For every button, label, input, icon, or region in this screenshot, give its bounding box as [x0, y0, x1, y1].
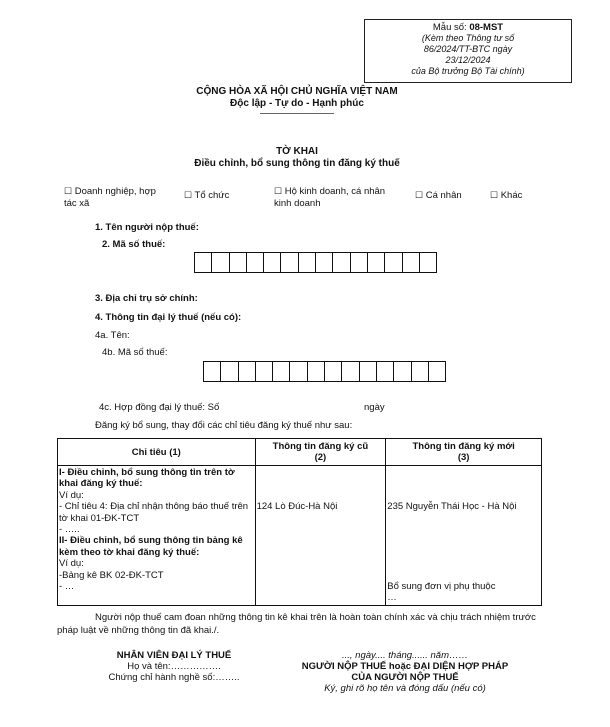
- agent-cert-line: Chứng chỉ hành nghề số:……..: [108, 672, 240, 683]
- tax-code-digit[interactable]: [315, 252, 333, 273]
- section1-example-label: Ví dụ:: [59, 489, 84, 501]
- tax-code-digit[interactable]: [246, 252, 264, 273]
- form-title: TỜ KHAI: [276, 146, 318, 157]
- form-ref-line1: (Kèm theo Thông tư số: [421, 33, 515, 43]
- table-row: [58, 466, 542, 606]
- header-divider: [260, 113, 334, 114]
- section1-dots: - …..: [59, 524, 80, 536]
- checkbox-enterprise[interactable]: ☐ Doanh nghiệp, hợp tác xã: [64, 186, 156, 209]
- form-ref-line3: 23/12/2024: [445, 55, 491, 65]
- agent-tax-code-digit[interactable]: [393, 361, 411, 382]
- field-agent-contract-date-label: ngày: [364, 402, 385, 413]
- agent-tax-code-digit[interactable]: [376, 361, 394, 382]
- form-number-box: [364, 19, 572, 83]
- taxpayer-signature-block: [290, 650, 520, 694]
- section2-item: -Bảng kê BK 02-ĐK-TCT: [59, 569, 164, 581]
- agent-tax-code-digit[interactable]: [272, 361, 290, 382]
- tax-code-digit[interactable]: [298, 252, 316, 273]
- agent-tax-code-digit[interactable]: [411, 361, 429, 382]
- tax-code-boxes[interactable]: [195, 252, 437, 273]
- new-info-cell: [386, 466, 542, 606]
- checkbox-icon[interactable]: ☐: [184, 190, 193, 200]
- commitment-text: Người nộp thuế cam đoan những thông tin kê khai trên là hoàn toàn chính xác và chịu trách nhiệm trước pháp luật về những thông tin đã khai./.: [57, 612, 536, 636]
- checkbox-other[interactable]: ☐ Khác: [490, 190, 523, 201]
- agent-tax-code-digit[interactable]: [307, 361, 325, 382]
- tax-code-digit[interactable]: [194, 252, 212, 273]
- tax-code-digit[interactable]: [211, 252, 229, 273]
- table-header-row: [58, 439, 542, 466]
- national-motto: Độc lập - Tự do - Hạnh phúc: [230, 98, 364, 109]
- tax-code-digit[interactable]: [419, 252, 437, 273]
- agent-signature-block: [86, 650, 262, 683]
- taxpayer-title-line2: CỦA NGƯỜI NỘP THUẾ: [351, 672, 459, 683]
- taxpayer-note: Ký, ghi rõ họ tên và đóng dấu (nếu có): [324, 683, 486, 694]
- field-tax-code-label: 2. Mã số thuế:: [102, 239, 166, 250]
- checkbox-household[interactable]: ☐ Hộ kinh doanh, cá nhân kinh doanh: [274, 186, 386, 209]
- agent-tax-code-digit[interactable]: [341, 361, 359, 382]
- tax-code-digit[interactable]: [384, 252, 402, 273]
- tax-code-digit[interactable]: [367, 252, 385, 273]
- field-agent-name-label: 4a. Tên:: [95, 330, 130, 341]
- field-agent-contract-label: 4c. Hợp đồng đại lý thuế: Số: [99, 402, 220, 413]
- agent-tax-code-digit[interactable]: [359, 361, 377, 382]
- checkbox-organization[interactable]: ☐ Tổ chức: [184, 190, 230, 201]
- section2-dots: - …: [59, 581, 75, 593]
- tax-code-digit[interactable]: [263, 252, 281, 273]
- field-head-office-label: 3. Địa chỉ trụ sở chính:: [95, 293, 198, 304]
- agent-tax-code-boxes[interactable]: [204, 361, 446, 382]
- tax-code-digit[interactable]: [402, 252, 420, 273]
- agent-title: NHÂN VIÊN ĐẠI LÝ THUẾ: [116, 650, 232, 661]
- field-tax-agent-label: 4. Thông tin đại lý thuế (nếu có):: [95, 312, 242, 323]
- section1-old-value: 124 Lò Đúc-Hà Nội: [256, 501, 338, 513]
- checkbox-icon[interactable]: ☐: [64, 186, 73, 196]
- section1-item: - Chỉ tiêu 4: Địa chỉ nhận thông báo thuế trên tờ khai 01-ĐK-TCT: [59, 501, 249, 524]
- column-header-criteria: Chỉ tiêu (1): [58, 439, 256, 466]
- section2-new-value: Bổ sung đơn vị phụ thuộc: [387, 580, 496, 592]
- agent-name-line: Họ và tên:…………….: [127, 661, 221, 672]
- agent-tax-code-digit[interactable]: [220, 361, 238, 382]
- tax-code-digit[interactable]: [229, 252, 247, 273]
- column-header-new-info: Thông tin đăng ký mới (3): [386, 439, 542, 466]
- agent-tax-code-digit[interactable]: [255, 361, 273, 382]
- taxpayer-title-line1: NGƯỜI NỘP THUẾ hoặc ĐẠI DIỆN HỢP PHÁP: [301, 661, 509, 672]
- form-ref-line2: 86/2024/TT-BTC ngày: [423, 44, 513, 54]
- checkbox-icon[interactable]: ☐: [274, 186, 283, 196]
- table-intro: Đăng ký bổ sung, thay đổi các chỉ tiêu đăng ký thuế như sau:: [95, 420, 353, 431]
- old-info-cell: [255, 466, 386, 606]
- form-number: Mẫu số: 08-MST: [432, 22, 504, 33]
- field-taxpayer-name-label: 1. Tên người nộp thuế:: [95, 222, 199, 233]
- section2-title: II- Điều chỉnh, bổ sung thông tin bảng kê kèm theo tờ khai đăng ký thuế:: [59, 535, 243, 558]
- tax-code-digit[interactable]: [280, 252, 298, 273]
- tax-code-digit[interactable]: [350, 252, 368, 273]
- section2-new-dots: …: [387, 592, 397, 604]
- changes-table: [57, 438, 542, 606]
- checkbox-icon[interactable]: ☐: [490, 190, 499, 200]
- agent-tax-code-digit[interactable]: [324, 361, 342, 382]
- section1-title: I- Điều chỉnh, bổ sung thông tin trên tờ khai đăng ký thuế:: [59, 467, 235, 490]
- agent-tax-code-digit[interactable]: [289, 361, 307, 382]
- agent-tax-code-digit[interactable]: [203, 361, 221, 382]
- agent-tax-code-digit[interactable]: [238, 361, 256, 382]
- section1-new-value: 235 Nguyễn Thái Học - Hà Nội: [387, 501, 517, 513]
- form-ref-line4: của Bộ trưởng Bộ Tài chính): [411, 66, 525, 76]
- form-number-value: 08-MST: [469, 22, 504, 33]
- column-header-old-info: Thông tin đăng ký cũ (2): [255, 439, 386, 466]
- checkbox-icon[interactable]: ☐: [415, 190, 424, 200]
- field-agent-tax-code-label: 4b. Mã số thuế:: [102, 347, 168, 358]
- country-name: CỘNG HÒA XÃ HỘI CHỦ NGHĨA VIỆT NAM: [196, 86, 398, 97]
- date-line: ..., ngày.... tháng...... năm……: [341, 650, 469, 661]
- agent-tax-code-digit[interactable]: [428, 361, 446, 382]
- checkbox-individual[interactable]: ☐ Cá nhân: [415, 190, 462, 201]
- tax-code-digit[interactable]: [332, 252, 350, 273]
- criteria-cell: [58, 466, 256, 606]
- section2-example-label: Ví dụ:: [59, 558, 84, 570]
- form-subtitle: Điều chỉnh, bổ sung thông tin đăng ký thuế: [194, 158, 400, 169]
